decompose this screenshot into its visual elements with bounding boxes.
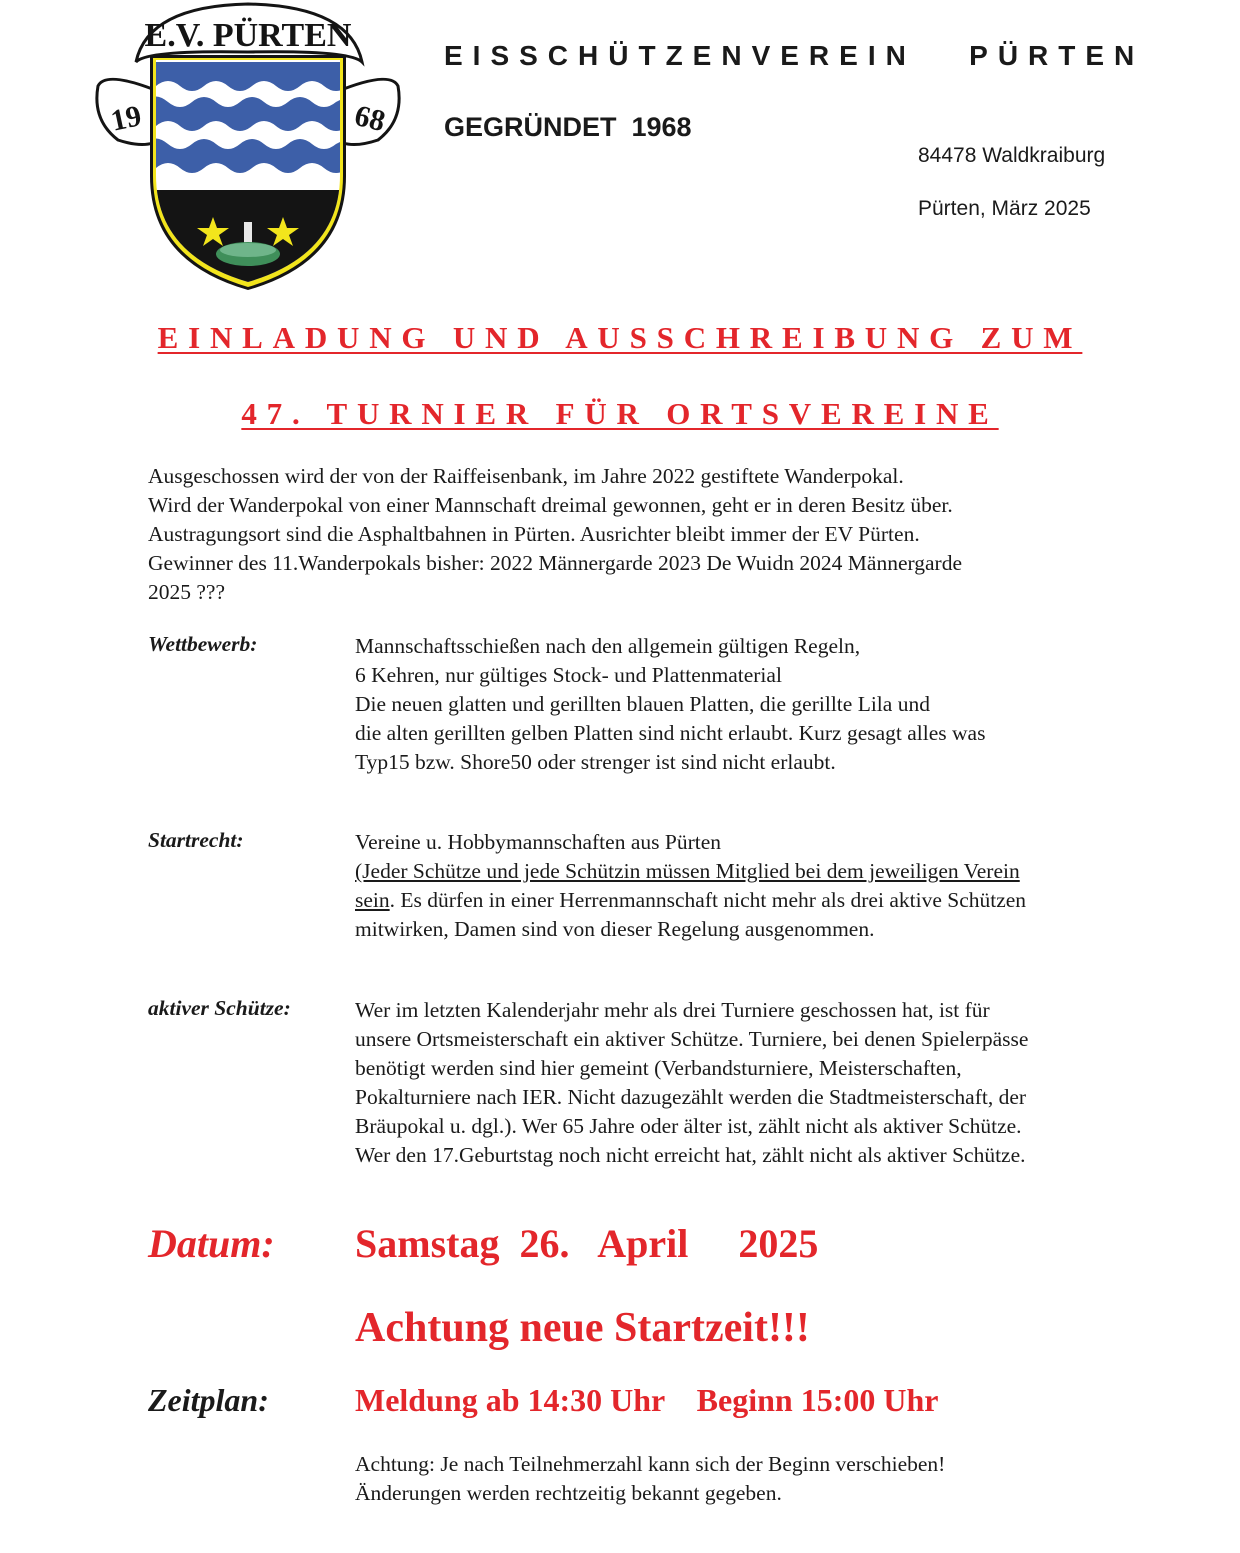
year-left: 19 <box>108 99 145 138</box>
startrecht-label: Startrecht: <box>148 828 244 852</box>
aktiver-line: Pokalturniere nach IER. Nicht dazugezählt werden die Stadtmeisterschaft, der <box>355 1085 1027 1109</box>
dateline: Pürten, März 2025 <box>918 197 1091 220</box>
startrecht-sein: sein <box>355 888 390 912</box>
startrecht-rest: . Es dürfen in einer Herrenmannschaft nicht mehr als drei aktive Schützen <box>389 888 1027 912</box>
aktiver-line: benötigt werden sind hier gemeint (Verbandsturniere, Meisterschaften, <box>355 1056 962 1080</box>
club-name: EISSCHÜTZENVEREIN PÜRTEN <box>444 40 1145 71</box>
intro-line: Ausgeschossen wird der von der Raiffeisenbank, im Jahre 2022 gestiftete Wanderpokal. <box>148 464 904 488</box>
zeitplan-label: Zeitplan: <box>148 1382 269 1418</box>
wettbewerb-label: Wettbewerb: <box>148 632 258 656</box>
aktiver-line: unsere Ortsmeisterschaft ein aktiver Schütze. Turniere, bei denen Spielerpässe <box>355 1027 1029 1051</box>
note-line: Achtung: Je nach Teilnehmerzahl kann sich der Beginn verschieben! <box>355 1452 946 1476</box>
wettbewerb-line: Typ15 bzw. Shore50 oder strenger ist sind nicht erlaubt. <box>355 750 836 774</box>
startzeit-notice: Achtung neue Startzeit!!! <box>355 1305 810 1351</box>
schedule-note <box>355 1450 945 1508</box>
startrecht-line: mitwirken, Damen sind von dieser Regelung ausgenommen. <box>355 917 875 941</box>
intro-line: Wird der Wanderpokal von einer Mannschaft dreimal gewonnen, geht er in deren Besitz über. <box>148 493 953 517</box>
founded-line: GEGRÜNDET 1968 <box>444 112 692 142</box>
aktiver-line: Wer im letzten Kalenderjahr mehr als drei Turniere geschossen hat, ist für <box>355 998 990 1022</box>
headline-invitation: EINLADUNG UND AUSSCHREIBUNG ZUM <box>157 320 1083 355</box>
headline-tournament: 47. TURNIER FÜR ORTSVEREINE <box>241 396 999 431</box>
zeitplan-value: Meldung ab 14:30 Uhr Beginn 15:00 Uhr <box>355 1382 939 1418</box>
aktiver-label: aktiver Schütze: <box>148 996 291 1020</box>
datum-value: Samstag 26. April 2025 <box>355 1221 819 1266</box>
datum-label: Datum: <box>148 1221 275 1266</box>
aktiver-text <box>355 996 1155 1170</box>
intro-line: Gewinner des 11.Wanderpokals bisher: 2022 Männergarde 2023 De Wuidn 2024 Männergarde <box>148 551 962 575</box>
address: 84478 Waldkraiburg <box>918 144 1106 167</box>
aktiver-line: Wer den 17.Geburtstag noch nicht erreicht hat, zählt nicht als aktiver Schütze. <box>355 1143 1026 1167</box>
intro-line: 2025 ??? <box>148 580 226 604</box>
wettbewerb-line: 6 Kehren, nur gültiges Stock- und Plattenmaterial <box>355 663 782 687</box>
startrecht-membership-line: (Jeder Schütze und jede Schützin müssen Mitglied bei dem jeweiligen Verein <box>355 859 1020 883</box>
wettbewerb-line: Mannschaftsschießen nach den allgemein gültigen Regeln, <box>355 634 861 658</box>
startrecht-text <box>355 828 1155 944</box>
startrecht-line <box>355 886 1155 915</box>
wettbewerb-text <box>355 632 1155 777</box>
intro-line: Austragungsort sind die Asphaltbahnen in Pürten. Ausrichter bleibt immer der EV Pürten. <box>148 522 920 546</box>
startrecht-line: Vereine u. Hobbymannschaften aus Pürten <box>355 830 721 854</box>
banner-text: E.V. PÜRTEN <box>144 17 352 54</box>
intro-paragraph <box>148 462 1158 607</box>
note-line: Änderungen werden rechtzeitig bekannt gegeben. <box>355 1481 782 1505</box>
wettbewerb-line: Die neuen glatten und gerillten blauen Platten, die gerillte Lila und <box>355 692 930 716</box>
club-logo <box>88 0 408 292</box>
aktiver-line: Bräupokal u. dgl.). Wer 65 Jahre oder älter ist, zählt nicht als aktiver Schütze. <box>355 1114 1022 1138</box>
year-right: 68 <box>351 98 389 139</box>
wettbewerb-line: die alten gerillten gelben Platten sind nicht erlaubt. Kurz gesagt alles was <box>355 721 986 745</box>
